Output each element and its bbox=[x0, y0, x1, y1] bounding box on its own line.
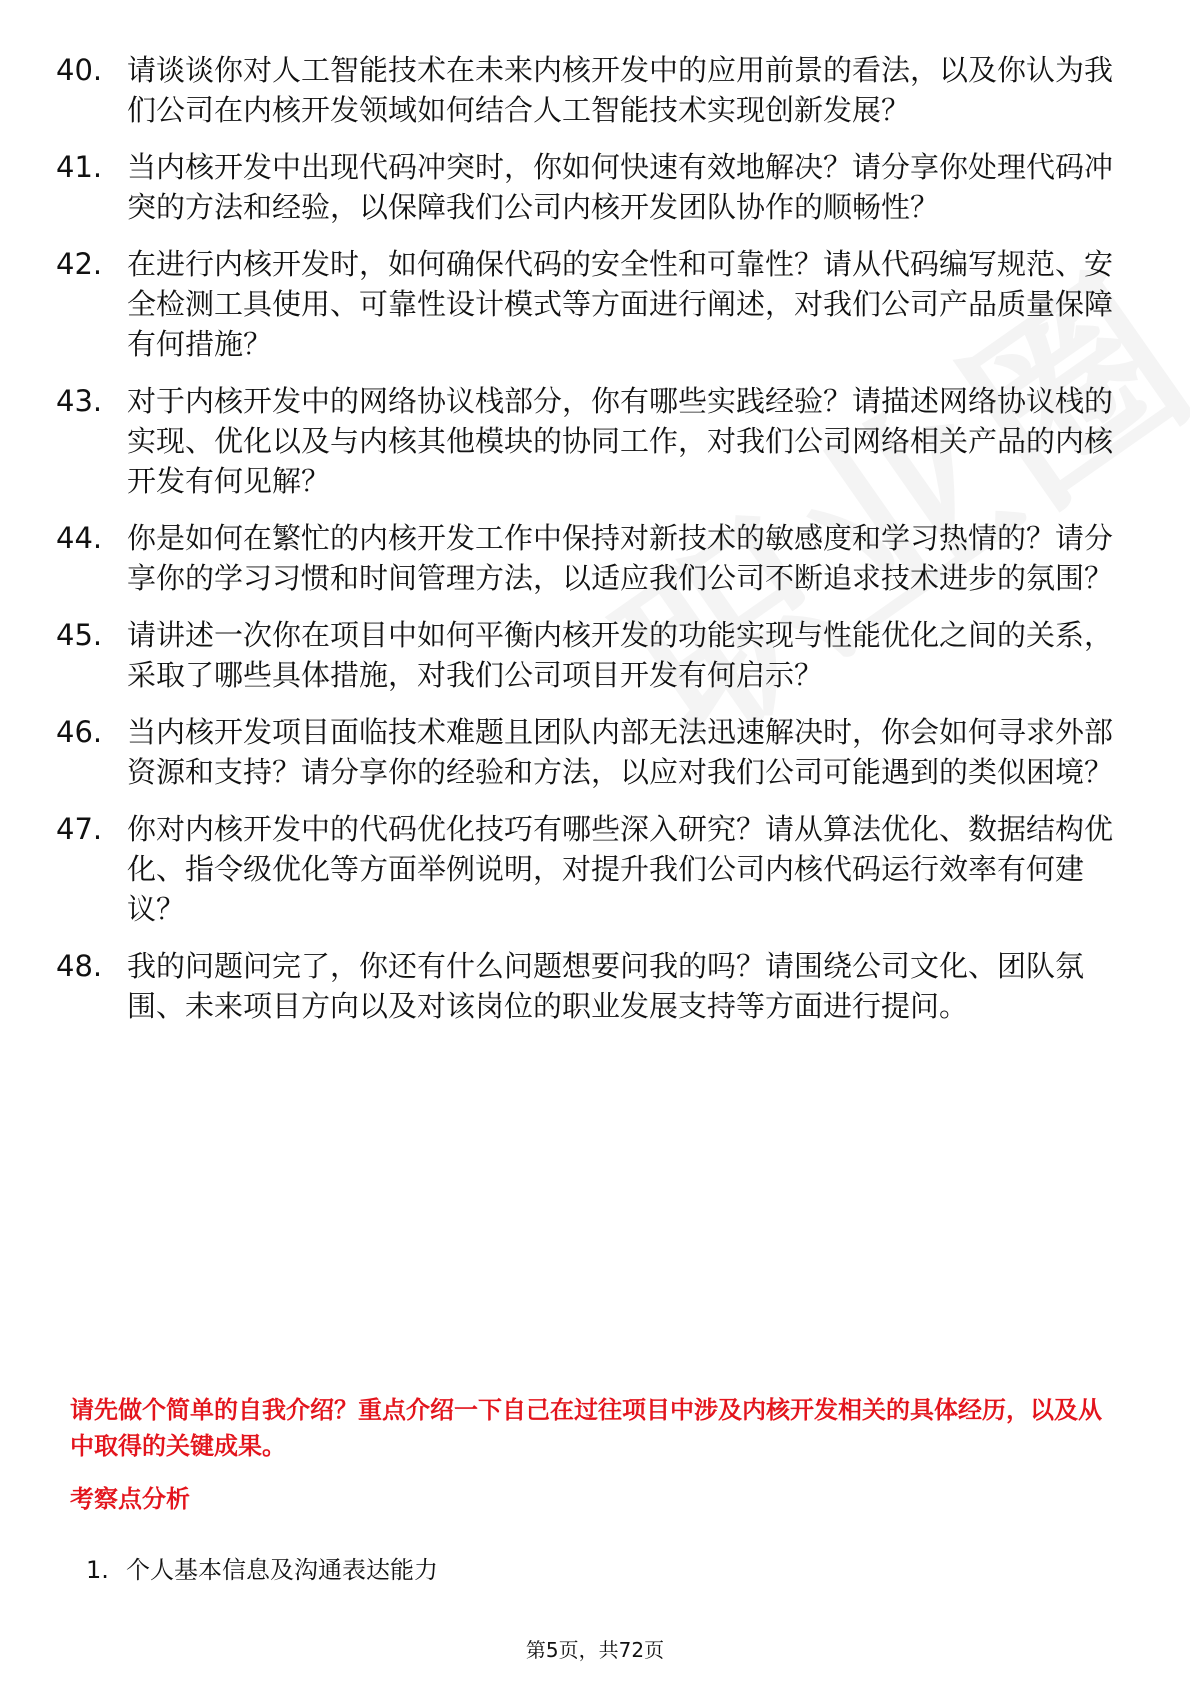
question-number: 46. bbox=[56, 715, 103, 749]
analysis-point-number: 1. bbox=[86, 1556, 109, 1584]
analysis-point bbox=[86, 1554, 438, 1586]
analysis-heading: 考察点分析 bbox=[70, 1485, 190, 1513]
question-item bbox=[56, 518, 1126, 598]
question-item bbox=[56, 615, 1126, 695]
question-number: 40. bbox=[56, 53, 103, 87]
question-text: 你是如何在繁忙的内核开发工作中保持对新技术的敏感度和学习热情的？请分享你的学习习惯和时间管理方法，以适应我们公司不断追求技术进步的氛围？ bbox=[127, 521, 1114, 595]
question-text: 当内核开发中出现代码冲突时，你如何快速有效地解决？请分享你处理代码冲突的方法和经验，以保障我们公司内核开发团队协作的顺畅性？ bbox=[127, 150, 1114, 224]
question-text: 请讲述一次你在项目中如何平衡内核开发的功能实现与性能优化之间的关系，采取了哪些具体措施，对我们公司项目开发有何启示？ bbox=[127, 618, 1114, 692]
question-list bbox=[56, 50, 1126, 1043]
highlight-question: 请先做个简单的自我介绍？重点介绍一下自己在过往项目中涉及内核开发相关的具体经历，以及从中取得的关键成果。 bbox=[70, 1396, 1102, 1460]
question-item bbox=[56, 809, 1126, 929]
question-item bbox=[56, 244, 1126, 364]
question-text: 对于内核开发中的网络协议栈部分，你有哪些实践经验？请描述网络协议栈的实现、优化以及与内核其他模块的协同工作，对我们公司网络相关产品的内核开发有何见解？ bbox=[127, 384, 1114, 498]
question-number: 44. bbox=[56, 521, 103, 555]
question-item bbox=[56, 712, 1126, 792]
question-item bbox=[56, 381, 1126, 501]
question-text: 当内核开发项目面临技术难题且团队内部无法迅速解决时，你会如何寻求外部资源和支持？请分享你的经验和方法，以应对我们公司可能遇到的类似困境？ bbox=[127, 715, 1114, 789]
question-number: 47. bbox=[56, 812, 103, 846]
question-number: 42. bbox=[56, 247, 103, 281]
question-item bbox=[56, 946, 1126, 1026]
question-text: 你对内核开发中的代码优化技巧有哪些深入研究？请从算法优化、数据结构优化、指令级优化等方面举例说明，对提升我们公司内核代码运行效率有何建议？ bbox=[127, 812, 1114, 926]
analysis-point-text: 个人基本信息及沟通表达能力 bbox=[126, 1556, 438, 1584]
question-text: 我的问题问完了，你还有什么问题想要问我的吗？请围绕公司文化、团队氛围、未来项目方向以及对该岗位的职业发展支持等方面进行提问。 bbox=[127, 949, 1085, 1023]
question-number: 41. bbox=[56, 150, 103, 184]
question-number: 45. bbox=[56, 618, 103, 652]
question-number: 43. bbox=[56, 384, 103, 418]
question-number: 48. bbox=[56, 949, 103, 983]
question-text: 在进行内核开发时，如何确保代码的安全性和可靠性？请从代码编写规范、安全检测工具使用、可靠性设计模式等方面进行阐述，对我们公司产品质量保障有何措施？ bbox=[127, 247, 1114, 361]
page-footer: 第5页，共72页 bbox=[525, 1638, 665, 1662]
question-item bbox=[56, 50, 1126, 130]
question-text: 请谈谈你对人工智能技术在未来内核开发中的应用前景的看法，以及你认为我们公司在内核开发领域如何结合人工智能技术实现创新发展？ bbox=[127, 53, 1114, 127]
question-item bbox=[56, 147, 1126, 227]
